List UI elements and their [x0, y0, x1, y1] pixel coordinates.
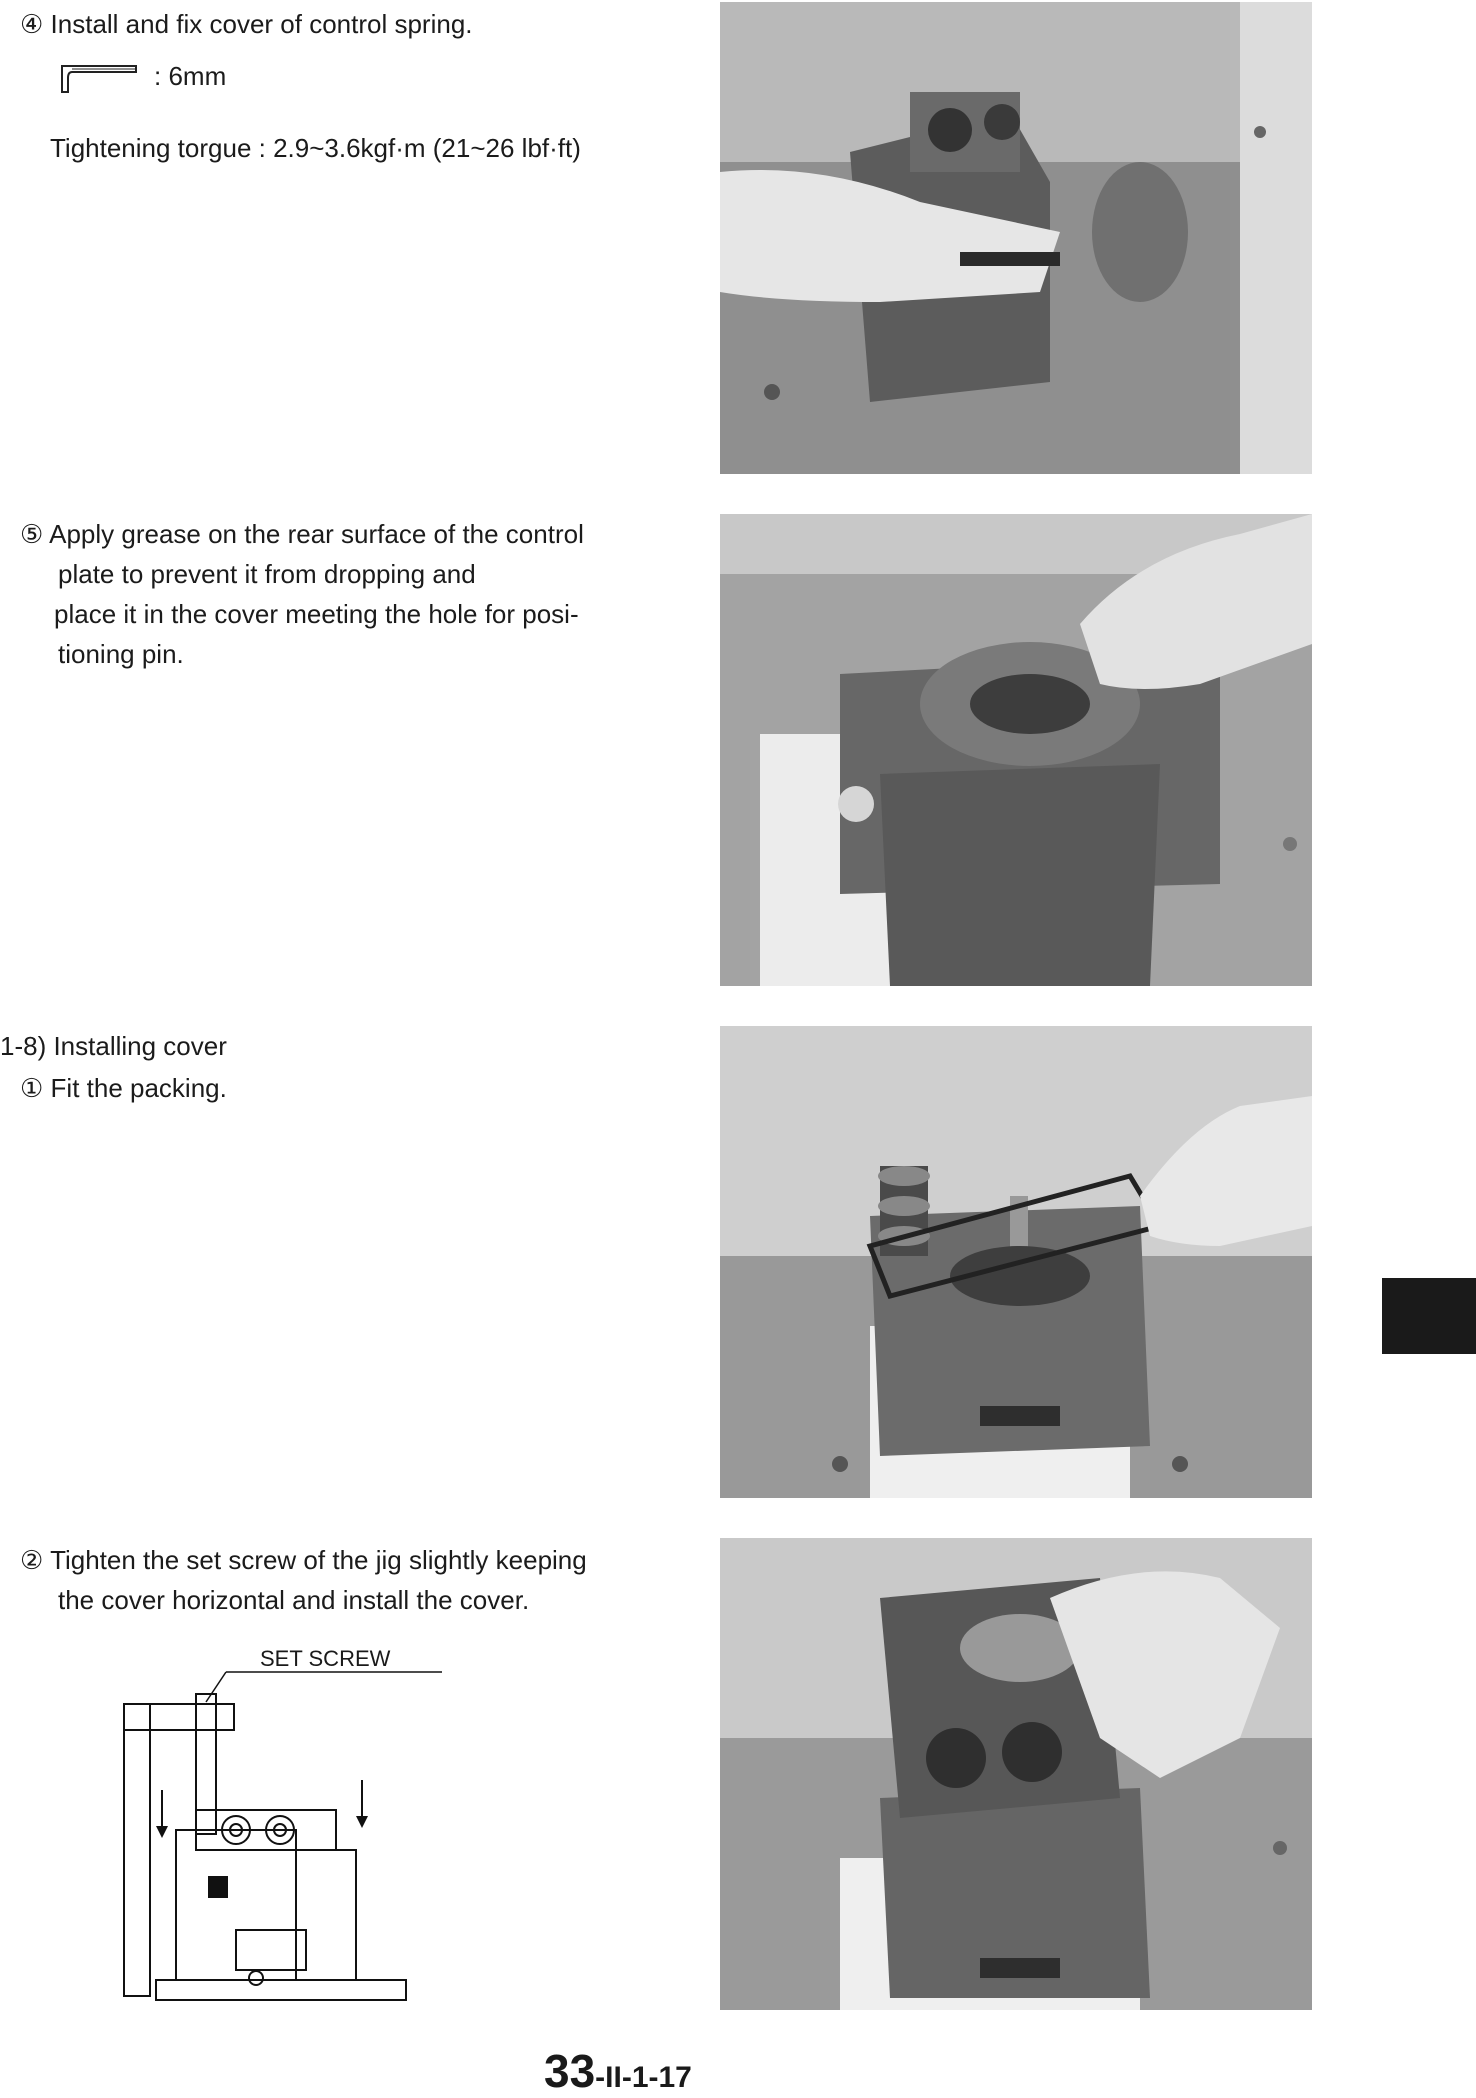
page-number-sub: -II-1-17 — [595, 2061, 692, 2094]
section-step2-line2: the cover horizontal and install the cover. — [58, 1585, 530, 1615]
photo-fit-packing — [720, 1026, 1312, 1498]
step5-line1: ⑤ Apply grease on the rear surface of the control — [20, 519, 584, 549]
step5-line4: tioning pin. — [58, 639, 184, 669]
page-number-main: 33 — [544, 2045, 596, 2097]
set-screw-label: SET SCREW — [260, 1646, 391, 1671]
section-heading: 1-8) Installing cover — [0, 1031, 227, 1061]
tool-size: : 6mm — [154, 61, 227, 91]
jig-diagram — [116, 1640, 446, 2010]
photo-install-cover — [720, 1538, 1312, 2010]
hex-wrench-icon — [60, 58, 140, 98]
section-step1: ① Fit the packing. — [20, 1073, 227, 1103]
step5-line2: plate to prevent it from dropping and — [58, 559, 476, 589]
page-number — [544, 2044, 692, 2098]
tightening-torque: Tightening torgue : 2.9~3.6kgf·m (21~26 lbf·ft) — [50, 133, 581, 163]
step4-text: ④ Install and fix cover of control spring. — [20, 9, 473, 39]
section-step2-line1: ② Tighten the set screw of the jig slightly keeping — [20, 1545, 587, 1575]
photo-control-plate — [720, 514, 1312, 986]
photo-install-spring-cover — [720, 2, 1312, 474]
step5-line3: place it in the cover meeting the hole for posi- — [54, 599, 579, 629]
section-tab-marker — [1382, 1278, 1476, 1354]
